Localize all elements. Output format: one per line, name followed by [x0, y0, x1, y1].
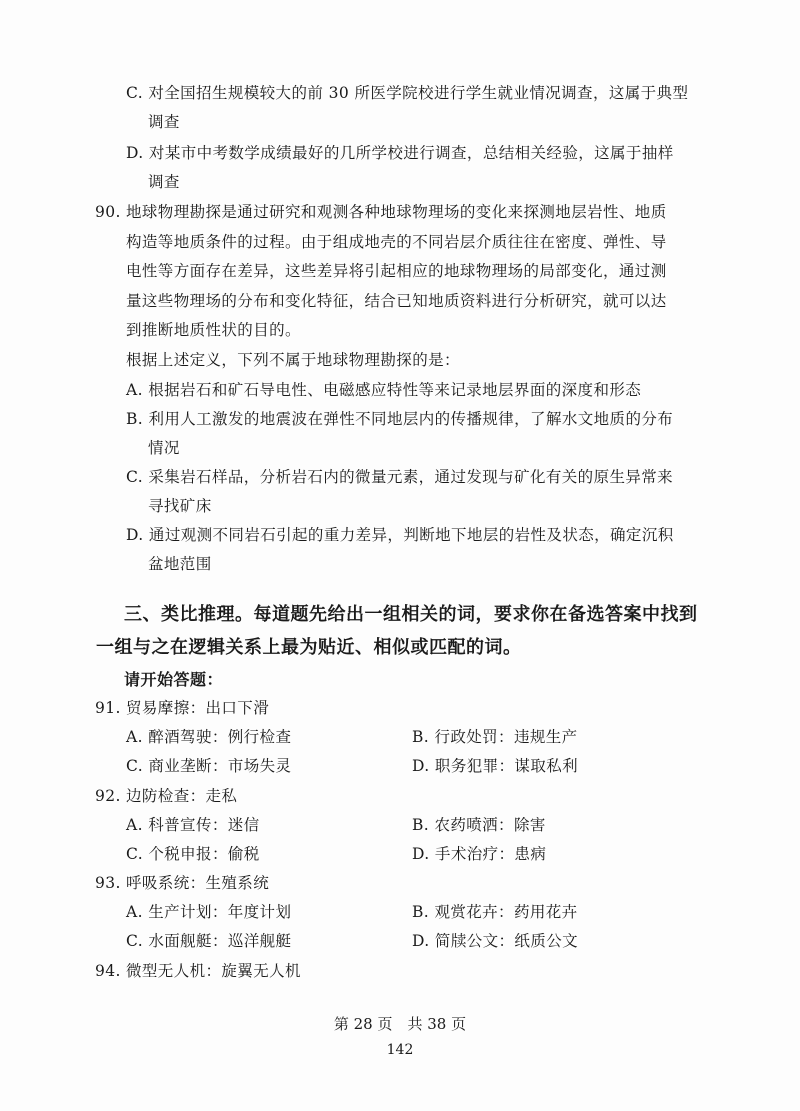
q90-option-d-line2: 盆地范围	[148, 555, 212, 573]
prev-option-c-line2: 调查	[148, 113, 180, 131]
q90-option-c-line2: 寻找矿床	[148, 497, 212, 515]
prev-option-d-line1: D. 对某市中考数学成绩最好的几所学校进行调查，总结相关经验，这属于抽样	[126, 144, 674, 162]
q90-stem-line2: 构造等地质条件的过程。由于组成地壳的不同岩层介质往往在密度、弹性、导	[126, 233, 667, 251]
q90-number: 90.	[95, 203, 121, 221]
section-title-line1: 三、类比推理。每道题先给出一组相关的词，要求你在备选答案中找到	[124, 604, 698, 625]
q94-number: 94.	[95, 962, 121, 980]
q91-option-a: A. 醉酒驾驶：例行检查	[126, 728, 292, 746]
q90-stem-line5: 到推断地质性状的目的。	[126, 321, 301, 339]
page-number: 142	[386, 1042, 414, 1058]
q92-option-a: A. 科普宣传：迷信	[126, 816, 260, 834]
q91-option-c: C. 商业垄断：市场失灵	[126, 757, 292, 775]
q92-stem: 边防检查：走私	[126, 787, 238, 805]
prev-option-d-line2: 调查	[148, 173, 180, 191]
q93-option-a: A. 生产计划：年度计划	[126, 903, 292, 921]
q92-option-c: C. 个税申报：偷税	[126, 845, 260, 863]
q90-question: 根据上述定义，下列不属于地球物理勘探的是：	[126, 351, 460, 369]
q91-number: 91.	[95, 699, 121, 717]
q94-stem: 微型无人机：旋翼无人机	[126, 962, 301, 980]
q90-option-d-line1: D. 通过观测不同岩石引起的重力差异，判断地下地层的岩性及状态，确定沉积	[126, 526, 674, 544]
section-prompt: 请开始答题：	[124, 670, 224, 689]
q93-option-d: D. 简牍公文：纸质公文	[412, 932, 579, 950]
q90-option-b-line2: 情况	[148, 439, 180, 457]
q90-stem-line3: 电性等方面存在差异，这些差异将引起相应的地球物理场的局部变化，通过测	[126, 262, 667, 280]
q90-option-c-line1: C. 采集岩石样品，分析岩石内的微量元素，通过发现与矿化有关的原生异常来	[126, 468, 674, 486]
q93-stem: 呼吸系统：生殖系统	[126, 874, 270, 892]
prev-option-c-line1: C. 对全国招生规模较大的前 30 所医学院校进行学生就业情况调查，这属于典型	[126, 84, 689, 102]
page-label: 第 28 页 共 38 页	[333, 1015, 467, 1033]
q91-option-b: B. 行政处罚：违规生产	[412, 728, 578, 746]
q91-option-d: D. 职务犯罪：谋取私利	[412, 757, 579, 775]
q93-option-b: B. 观赏花卉：药用花卉	[412, 903, 578, 921]
q90-stem-line4: 量这些物理场的分布和变化特征，结合已知地质资料进行分析研究，就可以达	[126, 292, 667, 310]
q90-stem-line1: 地球物理勘探是通过研究和观测各种地球物理场的变化来探测地层岩性、地质	[126, 203, 667, 221]
q93-option-c: C. 水面舰艇：巡洋舰艇	[126, 932, 292, 950]
q90-option-a: A. 根据岩石和矿石导电性、电磁感应特性等来记录地层界面的深度和形态	[126, 381, 642, 399]
section-title-line2: 一组与之在逻辑关系上最为贴近、相似或匹配的词。	[96, 637, 522, 658]
q90-option-b-line1: B. 利用人工激发的地震波在弹性不同地层内的传播规律，了解水文地质的分布	[126, 410, 674, 428]
q91-stem: 贸易摩擦：出口下滑	[126, 699, 270, 717]
q92-number: 92.	[95, 787, 121, 805]
q93-number: 93.	[95, 874, 121, 892]
q92-option-b: B. 农药喷洒：除害	[412, 816, 546, 834]
q92-option-d: D. 手术治疗：患病	[412, 845, 547, 863]
